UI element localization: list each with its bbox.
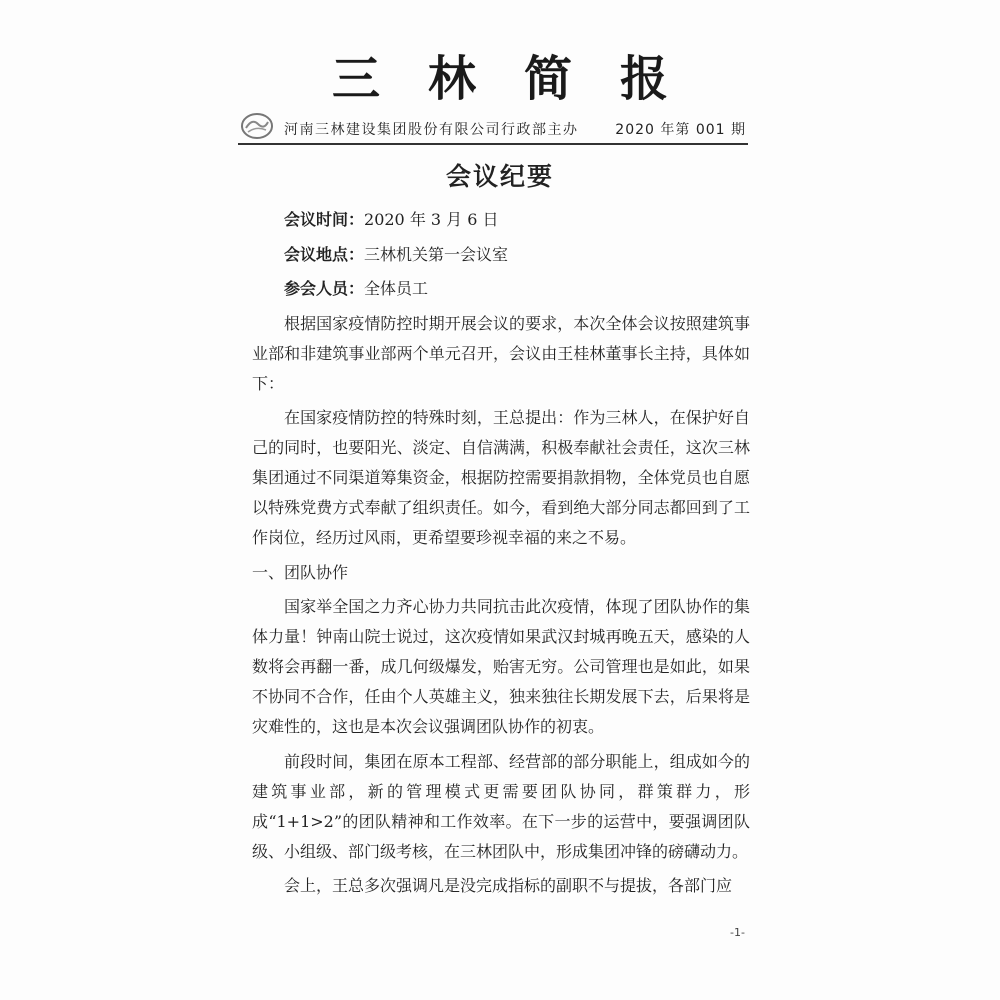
meeting-attendees	[252, 274, 750, 304]
sanlin-logo-icon	[240, 112, 274, 140]
meeting-time	[252, 205, 750, 235]
document-title: 会议纪要	[445, 162, 554, 191]
meeting-time-value: 2020 年 3 月 6 日	[364, 210, 499, 229]
meeting-location	[252, 240, 750, 270]
page-number: -1-	[730, 926, 745, 939]
body-paragraph: 在国家疫情防控的特殊时刻，王总提出：作为三林人，在保护好自己的同时，也要阳光、淡定、自信满满，积极奉献社会责任，这次三林集团通过不同渠道筹集资金，根据防控需要捐款捐物，全体党员也自愿以特殊党费方式奉献了组织责任。如今，看到绝大部分同志都回到了工作岗位，经历过风雨，更希望要珍视幸福的来之不易。	[252, 408, 750, 547]
publisher-name: 河南三林建设集团股份有限公司行政部主办	[284, 122, 579, 138]
document-body	[252, 205, 750, 906]
body-paragraph: 会上，王总多次强调凡是没完成指标的副职不与提拔，各部门应	[284, 876, 733, 895]
body-paragraph: 前段时间，集团在原本工程部、经营部的部分职能上，组成如今的建筑事业部，新的管理模式更需要团队协同，群策群力，形成“1+1>2”的团队精神和工作效率。在下一步的运营中，要强调团队级、小组级、部门级考核，在三林团队中，形成集团冲锋的磅礴动力。	[252, 751, 750, 861]
meeting-attendees-value: 全体员工	[364, 279, 429, 298]
masthead-info-row	[240, 112, 746, 142]
section-heading: 一、团队协作	[252, 562, 349, 582]
masthead-title: 三林简报	[331, 51, 716, 107]
intro-paragraph: 根据国家疫情防控时期开展会议的要求，本次全体会议按照建筑事业部和非建筑事业部两个单元召开，会议由王桂林董事长主持，具体如下：	[252, 313, 750, 393]
issue-number: 2020 年第 001 期	[615, 122, 746, 138]
meeting-location-label: 会议地点：	[284, 244, 365, 264]
meeting-attendees-label: 参会人员：	[284, 279, 365, 298]
meeting-time-label: 会议时间：	[284, 210, 365, 229]
meeting-location-value: 三林机关第一会议室	[364, 244, 509, 264]
body-paragraph: 国家举全国之力齐心协力共同抗击此次疫情，体现了团队协作的集体力量！钟南山院士说过，这次疫情如果武汉封城再晚五天，感染的人数将会再翻一番，成几何级爆发，贻害无穷。公司管理也是如此，如果不协同不合作，任由个人英雄主义，独来独往长期发展下去，后果将是灾难性的，这也是本次会议强调团队协作的初衷。	[252, 597, 750, 736]
masthead-divider	[238, 143, 748, 145]
